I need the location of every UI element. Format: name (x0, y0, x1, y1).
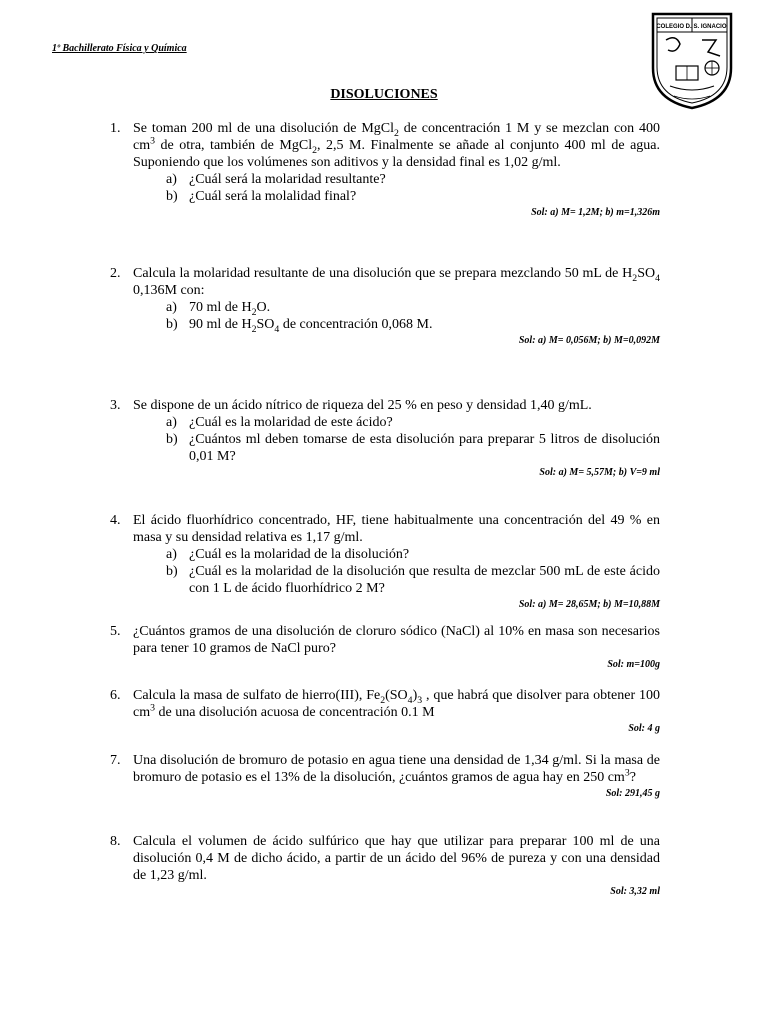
problem-statement: Se toman 200 ml de una disolución de MgCl$_2$ de concentración 1 M y se mezclan con 400 $cm^3$ de otra, también de MgCl$_2$, 2,5 M. Finalmente se añade al conjunto 400 ml de agua. Suponiendo que los volúmenes son aditivos y la densidad final es 1,02 g/ml. (133, 121, 661, 170)
logo-text-ignacio: S. IGNACIO (693, 24, 727, 30)
solution-text: Sol: a) M= 1,2M; b) m=1,326m (531, 207, 660, 218)
problem-statement: Se dispone de un ácido nítrico de riqueza del 25 % en peso y densidad 1,40 g/mL. (133, 398, 592, 413)
sub-question: b) ¿Cuántos ml deben tomarse de esta disolución para preparar 5 litros de disolución 0,01 M? (166, 432, 660, 464)
problem-number: 7. (110, 753, 121, 768)
sub-question: b) ¿Cuál es la molaridad de la disolución que resulta de mezclar 500 mL de este ácido con 1 L de ácido fluorhídrico 2 M? (166, 564, 660, 596)
solution-text: Sol: 3,32 ml (610, 886, 660, 897)
problem-1 (110, 120, 660, 220)
problem-5 (110, 623, 660, 672)
problem-number: 6. (110, 688, 121, 703)
problem-7 (110, 752, 660, 801)
problem-6 (110, 687, 660, 736)
problem-statement: El ácido fluorhídrico concentrado, HF, tiene habitualmente una concentración del 49 % en masa y su densidad relativa es 1,17 g/ml. (133, 513, 660, 545)
problem-statement: Calcula el volumen de ácido sulfúrico que hay que utilizar para preparar 100 ml de una disolución 0,4 M de dicho ácido, a partir de un ácido del 96% de pureza y con una densidad de 1,23 g/ml. (133, 834, 660, 883)
problem-statement: Calcula la masa de sulfato de hierro(III), $Fe_2(SO_4)_3$ , que habrá que disolver para obtener 100 $cm^3$ de una disolución acuosa de concentración 0.1 M (133, 688, 660, 720)
problem-8 (110, 833, 660, 899)
solution-text: Sol: a) M= 5,57M; b) V=9 ml (539, 467, 660, 478)
logo-text-colegio: COLEGIO D. (656, 24, 692, 30)
problem-3 (110, 397, 660, 480)
problem-number: 8. (110, 834, 121, 849)
sub-question: a) ¿Cuál será la molaridad resultante? (166, 172, 386, 187)
sub-question: a) ¿Cuál es la molaridad de la disolución? (166, 547, 410, 562)
problem-number: 4. (110, 513, 121, 528)
solution-text: Sol: a) M= 28,65M; b) M=10,88M (518, 599, 660, 610)
problem-statement: ¿Cuántos gramos de una disolución de cloruro sódico (NaCl) al 10% en masa son necesarios para tener 10 gramos de NaCl puro? (133, 624, 660, 656)
sub-question: b) ¿Cuál será la molalidad final? (166, 189, 357, 204)
solution-text: Sol: 291,45 g (605, 788, 660, 799)
problem-number: 1. (110, 121, 121, 136)
problem-2 (110, 265, 660, 348)
problem-number: 5. (110, 624, 121, 639)
problem-number: 2. (110, 266, 121, 281)
solution-text: Sol: 4 g (628, 723, 660, 734)
problem-statement: Calcula la molaridad resultante de una disolución que se prepara mezclando 50 mL de $H_2SO_4$ 0,136M con: (133, 266, 660, 298)
sub-question: a) 70 ml de $H_2O$. (166, 300, 271, 318)
solution-text: Sol: m=100g (607, 659, 660, 670)
course-header: 1º Bachillerato Física y Química (52, 43, 187, 54)
document-title: DISOLUCIONES (330, 87, 438, 102)
sub-question: b) 90 ml de $H_2SO_4$ de concentración 0,068 M. (166, 317, 433, 335)
problem-number: 3. (110, 398, 121, 413)
sub-question: a) ¿Cuál es la molaridad de este ácido? (166, 415, 393, 430)
problem-4 (110, 512, 660, 612)
solution-text: Sol: a) M= 0,056M; b) M=0,092M (518, 335, 660, 346)
problem-statement: Una disolución de bromuro de potasio en agua tiene una densidad de 1,34 g/ml. Si la masa de bromuro de potasio es el 13% de la disolución, ¿cuántos gramos de agua hay en 250 $cm^3$? (133, 753, 660, 785)
